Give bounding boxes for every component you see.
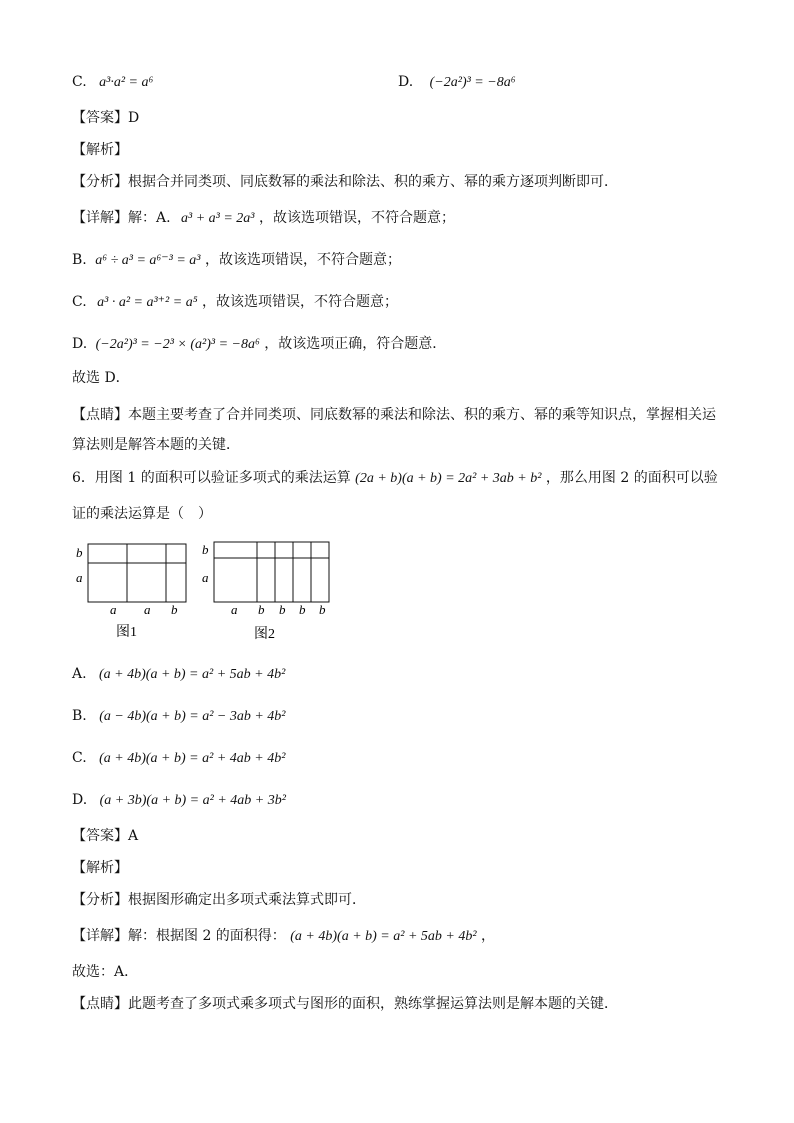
q6-option-d <box>72 790 286 811</box>
q6-fenxi: 【分析】根据图形确定出多项式乘法算式即可． <box>72 892 366 908</box>
q5-answer: 【答案】D <box>72 110 140 126</box>
q5-detail-c-expr: a³ · a² = a³⁺² = a⁵ <box>97 295 198 310</box>
fig2-bottom-label-4: b <box>299 602 306 617</box>
q5-detail-c-prefix: C. <box>72 294 87 310</box>
q6-answer: 【答案】A <box>72 828 139 844</box>
prev-option-c-expr: a³·a² = a⁶ <box>99 75 154 90</box>
q6-analysis-header: 【解析】 <box>72 860 128 876</box>
q6-stem-line2: 证的乘法运算是（ ） <box>72 506 212 522</box>
q6-option-c-expr: (a + 4b)(a + b) = a² + 4ab + 4b² <box>99 751 286 766</box>
q5-detail-a-prefix: 【详解】解：A. <box>72 210 171 226</box>
q6-stem-part2: ，那么用图 2 的面积可以验 <box>545 470 718 486</box>
q5-analysis-header: 【解析】 <box>72 142 128 158</box>
prev-option-d <box>398 72 516 93</box>
q5-detail-a-suffix: ，故该选项错误，不符合题意； <box>258 210 455 226</box>
q6-detail-expr: (a + 4b)(a + b) = a² + 5ab + 4b² <box>290 929 477 944</box>
q5-detail-c <box>72 292 398 313</box>
fig1-bottom-label-2: a <box>144 602 151 617</box>
q6-option-a-label: A. <box>72 666 87 682</box>
q6-option-b <box>72 706 285 727</box>
q6-figures <box>72 536 352 646</box>
q5-detail-d-expr: (−2a²)³ = −2³ × (a²)³ = −8a⁶ <box>95 337 260 352</box>
q6-option-b-label: B. <box>72 708 87 724</box>
q5-dianjing: 【点睛】本题主要考查了合并同类项、同底数幂的乘法和除法、积的乘方、幂的乘等知识点，掌握相关运算法则是解答本题的关键． <box>72 407 716 453</box>
q6-dianjing: 【点睛】此题考查了多项式乘多项式与图形的面积，熟练掌握运算法则是解本题的关键． <box>72 996 618 1012</box>
q5-fenxi: 【分析】根据合并同类项、同底数幂的乘法和除法、积的乘方、幂的乘方逐项判断即可． <box>72 174 618 190</box>
fig1-bottom-label-1: a <box>110 602 117 617</box>
q5-detail-a-expr: a³ + a³ = 2a³ <box>181 211 255 226</box>
fig2-caption: 图2 <box>254 627 275 642</box>
q6-option-a-expr: (a + 4b)(a + b) = a² + 5ab + 4b² <box>99 667 286 682</box>
q6-option-c-label: C. <box>72 750 87 766</box>
fig1-left-label-a: a <box>76 570 83 585</box>
q5-detail-c-suffix: ，故该选项错误，不符合题意； <box>202 294 399 310</box>
q6-option-b-expr: (a − 4b)(a + b) = a² − 3ab + 4b² <box>99 709 286 724</box>
prev-option-c <box>72 72 153 93</box>
q6-option-c <box>72 748 285 769</box>
prev-option-d-label: D. <box>398 74 414 90</box>
q6-option-a <box>72 664 285 685</box>
fig1-bottom-label-3: b <box>171 602 178 617</box>
fig2-bottom-label-1: a <box>231 602 238 617</box>
fig1-left-label-b: b <box>76 545 83 560</box>
q5-detail-b <box>72 250 401 271</box>
q6-stem-expr: (2a + b)(a + b) = 2a² + 3ab + b² <box>355 471 542 486</box>
q5-detail-b-expr: a⁶ ÷ a³ = a⁶⁻³ = a³ <box>95 253 201 268</box>
q6-detail-suffix: ， <box>481 928 495 944</box>
q6-option-d-expr: (a + 3b)(a + b) = a² + 4ab + 3b² <box>99 793 286 808</box>
q5-detail-a <box>72 208 455 229</box>
q5-detail-d-prefix: D. <box>72 336 88 352</box>
q6-stem-part1: 6．用图 1 的面积可以验证多项式的乘法运算 <box>72 470 351 486</box>
fig2-left-label-a: a <box>202 570 209 585</box>
q6-detail-prefix: 【详解】解：根据图 2 的面积得： <box>72 928 286 944</box>
q5-detail-d <box>72 334 446 355</box>
prev-option-c-label: C. <box>72 74 87 90</box>
q6-detail <box>72 926 495 947</box>
fig2-bottom-label-3: b <box>279 602 286 617</box>
prev-option-d-expr: (−2a²)³ = −8a⁶ <box>429 75 516 90</box>
q6-choose: 故选：A． <box>72 964 139 980</box>
q6-option-d-label: D. <box>72 792 88 808</box>
q5-choose: 故选 D． <box>72 370 130 386</box>
q5-detail-b-suffix: ，故该选项错误，不符合题意； <box>204 252 401 268</box>
fig2-bottom-label-2: b <box>258 602 265 617</box>
q6-stem-line1 <box>72 468 718 489</box>
figure-2 <box>214 542 329 602</box>
q5-detail-b-prefix: B. <box>72 252 87 268</box>
q5-detail-d-suffix: ，故该选项正确，符合题意． <box>264 336 447 352</box>
fig1-caption: 图1 <box>116 625 137 640</box>
fig2-bottom-label-5: b <box>319 602 326 617</box>
figure-1 <box>88 544 186 602</box>
fig2-left-label-b: b <box>202 542 209 557</box>
